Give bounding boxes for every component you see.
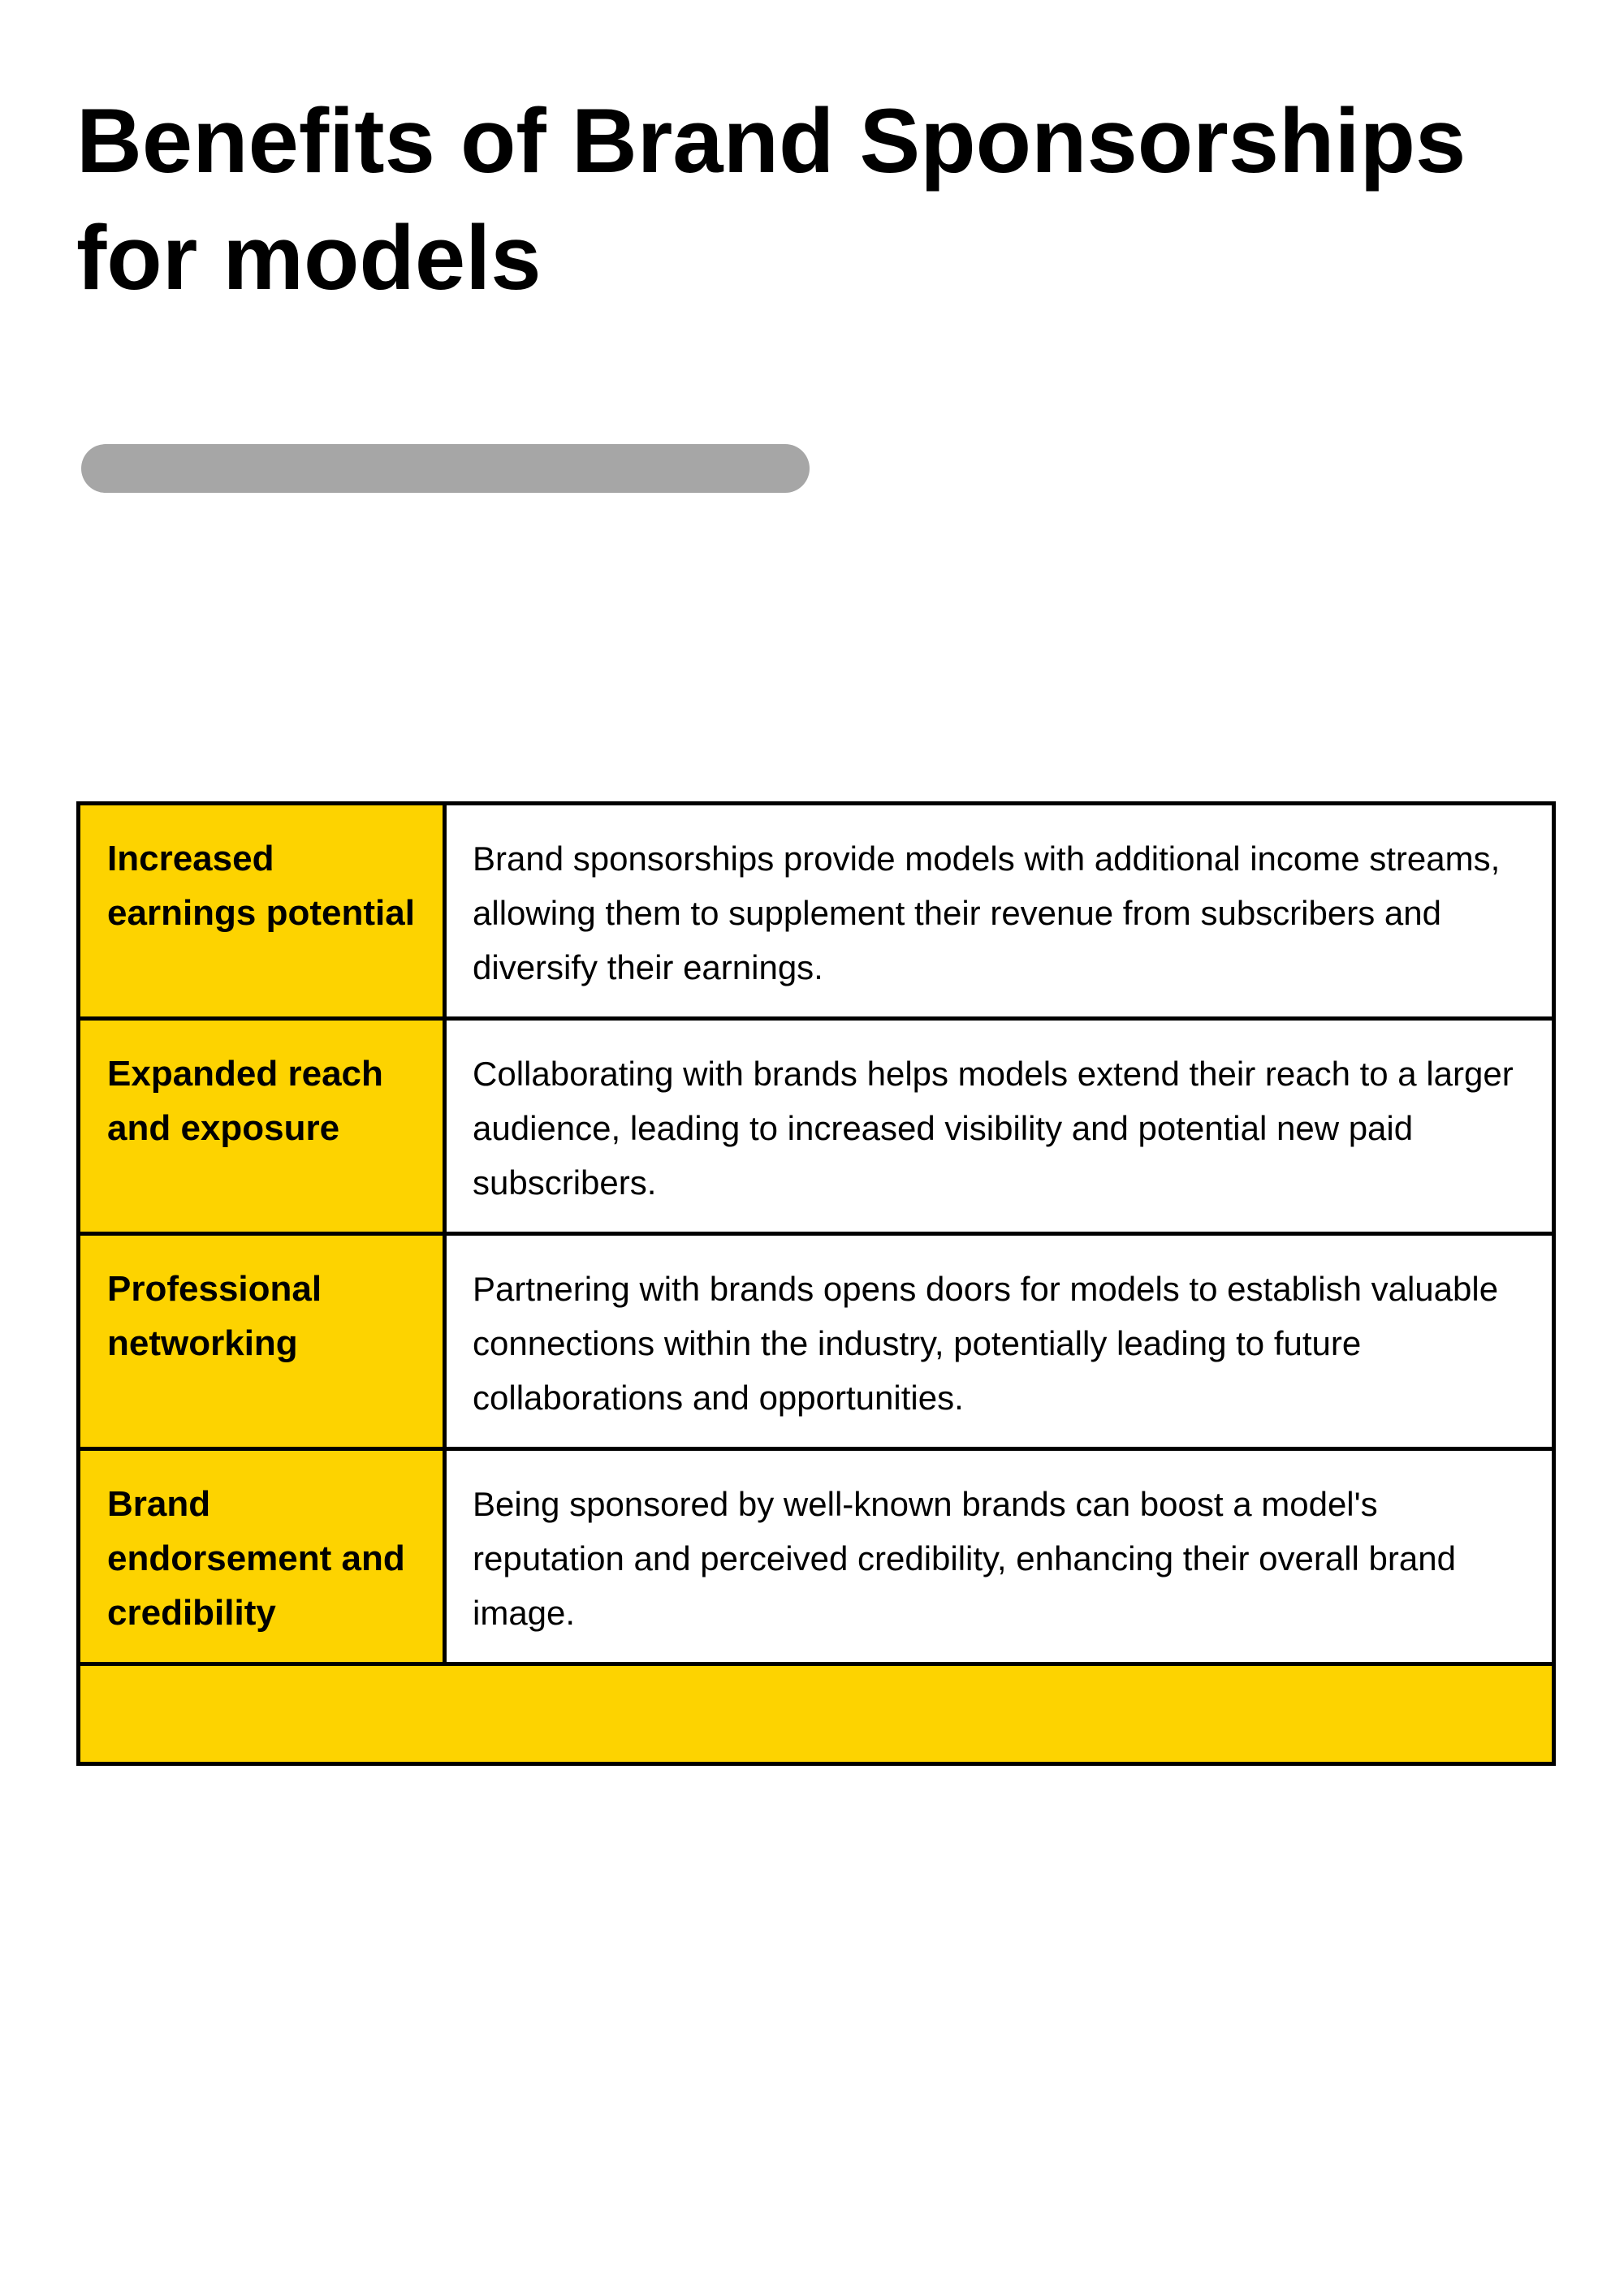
divider-bar bbox=[81, 444, 810, 493]
table-row bbox=[80, 1451, 1552, 1666]
benefit-label: Expanded reach and exposure bbox=[80, 1021, 447, 1232]
benefit-description: Partnering with brands opens doors for models to establish valuable connections within the industry, potentially leading to future collaborations and opportunities. bbox=[447, 1236, 1552, 1447]
benefit-label: Brand endorsement and credibility bbox=[80, 1451, 447, 1662]
table-footer-band bbox=[80, 1666, 1552, 1762]
table-row bbox=[80, 805, 1552, 1021]
benefit-label: Professional networking bbox=[80, 1236, 447, 1447]
benefit-description: Brand sponsorships provide models with additional income streams, allowing them to supplement their revenue from subscribers and diversify their earnings. bbox=[447, 805, 1552, 1016]
table-row bbox=[80, 1236, 1552, 1451]
benefit-description: Being sponsored by well-known brands can boost a model's reputation and perceived credibility, enhancing their overall brand image. bbox=[447, 1451, 1552, 1662]
table-row bbox=[80, 1021, 1552, 1236]
benefit-label: Increased earnings potential bbox=[80, 805, 447, 1016]
page-title: Benefits of Brand Sponsorships for models bbox=[76, 90, 1466, 309]
benefits-table bbox=[76, 801, 1556, 1766]
benefit-description: Collaborating with brands helps models extend their reach to a larger audience, leading to increased visibility and potential new paid subscribers. bbox=[447, 1021, 1552, 1232]
